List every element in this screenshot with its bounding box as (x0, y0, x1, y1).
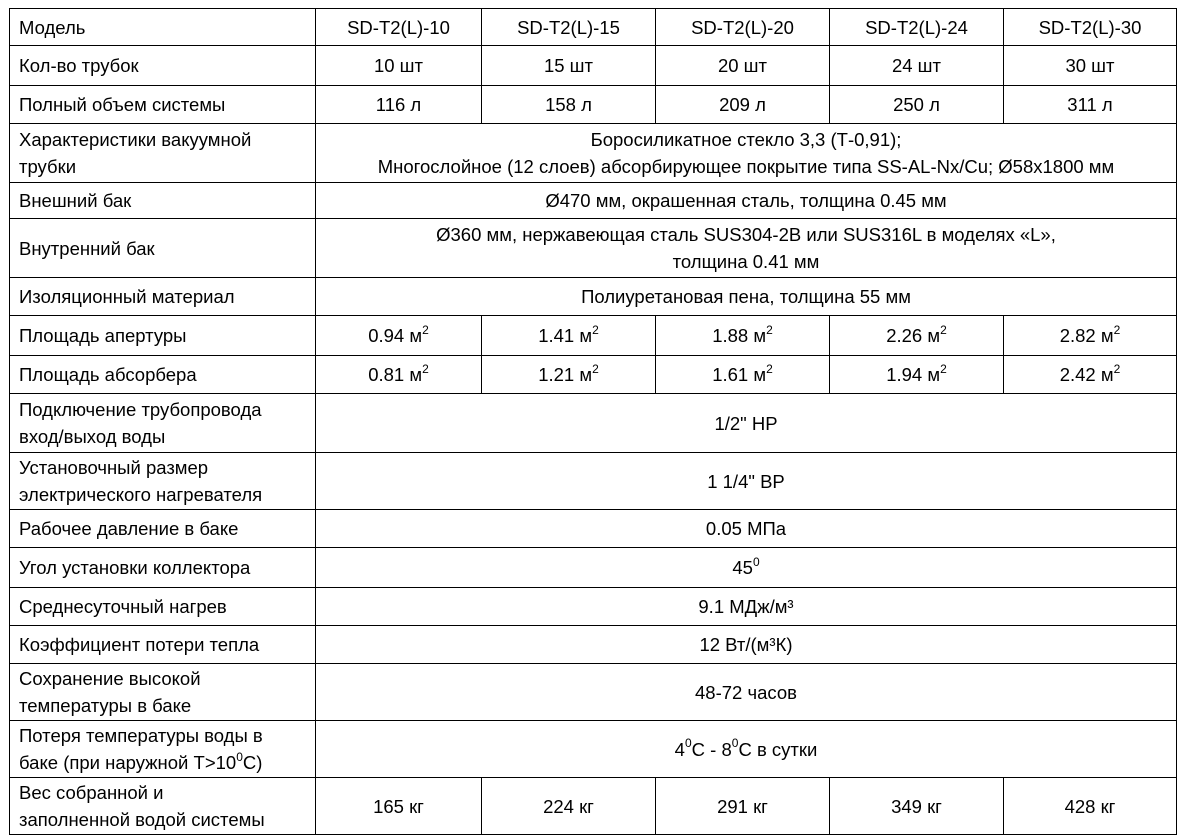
temp-loss-row (10, 721, 1177, 778)
spec-table (9, 8, 1177, 835)
weight-value: 165 кг (316, 778, 482, 835)
insulation-row (10, 278, 1177, 316)
heat-loss-row (10, 626, 1177, 664)
high-temp-label (10, 664, 316, 721)
volume-value: 311 л (1004, 86, 1177, 124)
inner-tank-value-line: толщина 0.41 мм (672, 251, 820, 272)
model-row (10, 9, 1177, 46)
absorber-row (10, 356, 1177, 394)
tubes-value: 30 шт (1004, 46, 1177, 86)
vacuum-tube-value-line: Боросиликатное стекло 3,3 (Т-0,91); (590, 129, 902, 150)
pipe-connection-value: 1/2" НР (316, 394, 1177, 453)
pipe-connection-label (10, 394, 316, 453)
volume-value: 158 л (482, 86, 656, 124)
volume-value: 116 л (316, 86, 482, 124)
weight-value: 291 кг (656, 778, 830, 835)
volume-value: 209 л (656, 86, 830, 124)
temp-loss-label-line: баке (при наружной $Т>10^0С$) (19, 749, 263, 773)
weight-label (10, 778, 316, 835)
vacuum-tube-row (10, 124, 1177, 183)
heater-size-row (10, 453, 1177, 510)
heater-size-label-line: Установочный размер (19, 457, 209, 478)
heater-size-label (10, 453, 316, 510)
absorber-value: 0.81 $м^2$ (316, 356, 482, 394)
weight-value: 428 кг (1004, 778, 1177, 835)
insulation-value: Полиуретановая пена, толщина 55 мм (316, 278, 1177, 316)
pressure-label: Рабочее давление в баке (10, 510, 316, 548)
aperture-value: 0.94 $м^2$ (316, 316, 482, 356)
absorber-value: 2.42 $м^2$ (1004, 356, 1177, 394)
vacuum-tube-label-line: Характеристики вакуумной (19, 129, 252, 150)
daily-heating-row (10, 588, 1177, 626)
insulation-label: Изоляционный материал (10, 278, 316, 316)
heater-size-value: 1 1/4" ВР (316, 453, 1177, 510)
weight-value: 224 кг (482, 778, 656, 835)
weight-row (10, 778, 1177, 835)
volume-value: 250 л (830, 86, 1004, 124)
outer-tank-row (10, 183, 1177, 219)
vacuum-tube-value (316, 124, 1177, 183)
pressure-row (10, 510, 1177, 548)
aperture-value: 1.88 $м^2$ (656, 316, 830, 356)
model-name: SD-T2(L)-24 (830, 9, 1004, 46)
volume-label: Полный объем системы (10, 86, 316, 124)
pipe-connection-row (10, 394, 1177, 453)
vacuum-tube-label-line: трубки (19, 156, 77, 177)
weight-label-line: заполненной водой системы (19, 809, 265, 830)
weight-label-line: Вес собранной и (19, 782, 164, 803)
tubes-row (10, 46, 1177, 86)
aperture-label: Площадь апертуры (10, 316, 316, 356)
angle-row (10, 548, 1177, 588)
vacuum-tube-value-line: Многослойное (12 слоев) абсорбирующее покрытие типа SS-AL-Nx/Cu; Ø58x1800 мм (377, 156, 1115, 177)
heater-size-label-line: электрического нагревателя (19, 484, 263, 505)
tubes-value: 10 шт (316, 46, 482, 86)
aperture-row (10, 316, 1177, 356)
pipe-connection-label-line: вход/выход воды (19, 426, 166, 447)
tubes-value: 20 шт (656, 46, 830, 86)
angle-value: $45^0$ (316, 548, 1177, 588)
volume-row (10, 86, 1177, 124)
inner-tank-label: Внутренний бак (10, 219, 316, 278)
tubes-value: 15 шт (482, 46, 656, 86)
weight-value: 349 кг (830, 778, 1004, 835)
aperture-value: 1.41 $м^2$ (482, 316, 656, 356)
daily-heating-value: 9.1 МДж/м³ (316, 588, 1177, 626)
high-temp-value: 48-72 часов (316, 664, 1177, 721)
inner-tank-value (316, 219, 1177, 278)
aperture-value: 2.26 $м^2$ (830, 316, 1004, 356)
temp-loss-value: $4^0С - 8^0С$ в сутки (316, 721, 1177, 778)
vacuum-tube-label (10, 124, 316, 183)
high-temp-label-line: температуры в баке (19, 695, 192, 716)
model-name: SD-T2(L)-20 (656, 9, 830, 46)
tubes-value: 24 шт (830, 46, 1004, 86)
model-label: Модель (10, 9, 316, 46)
model-name: SD-T2(L)-10 (316, 9, 482, 46)
absorber-value: 1.61 $м^2$ (656, 356, 830, 394)
inner-tank-row (10, 219, 1177, 278)
temp-loss-label (10, 721, 316, 778)
tubes-label: Кол-во трубок (10, 46, 316, 86)
aperture-value: 2.82 $м^2$ (1004, 316, 1177, 356)
heat-loss-label: Коэффициент потери тепла (10, 626, 316, 664)
absorber-value: 1.21 $м^2$ (482, 356, 656, 394)
inner-tank-value-line: Ø360 мм, нержавеющая сталь SUS304-2B или SUS316L в моделях «L», (436, 224, 1056, 245)
high-temp-label-line: Сохранение высокой (19, 668, 201, 689)
heat-loss-value: 12 Вт/(м³К) (316, 626, 1177, 664)
pressure-value: 0.05 МПа (316, 510, 1177, 548)
high-temp-row (10, 664, 1177, 721)
angle-label: Угол установки коллектора (10, 548, 316, 588)
pipe-connection-label-line: Подключение трубопровода (19, 399, 262, 420)
absorber-label: Площадь абсорбера (10, 356, 316, 394)
temp-loss-label-line: Потеря температуры воды в (19, 725, 263, 746)
outer-tank-value: Ø470 мм, окрашенная сталь, толщина 0.45 мм (316, 183, 1177, 219)
absorber-value: 1.94 $м^2$ (830, 356, 1004, 394)
model-name: SD-T2(L)-15 (482, 9, 656, 46)
model-name: SD-T2(L)-30 (1004, 9, 1177, 46)
outer-tank-label: Внешний бак (10, 183, 316, 219)
daily-heating-label: Среднесуточный нагрев (10, 588, 316, 626)
